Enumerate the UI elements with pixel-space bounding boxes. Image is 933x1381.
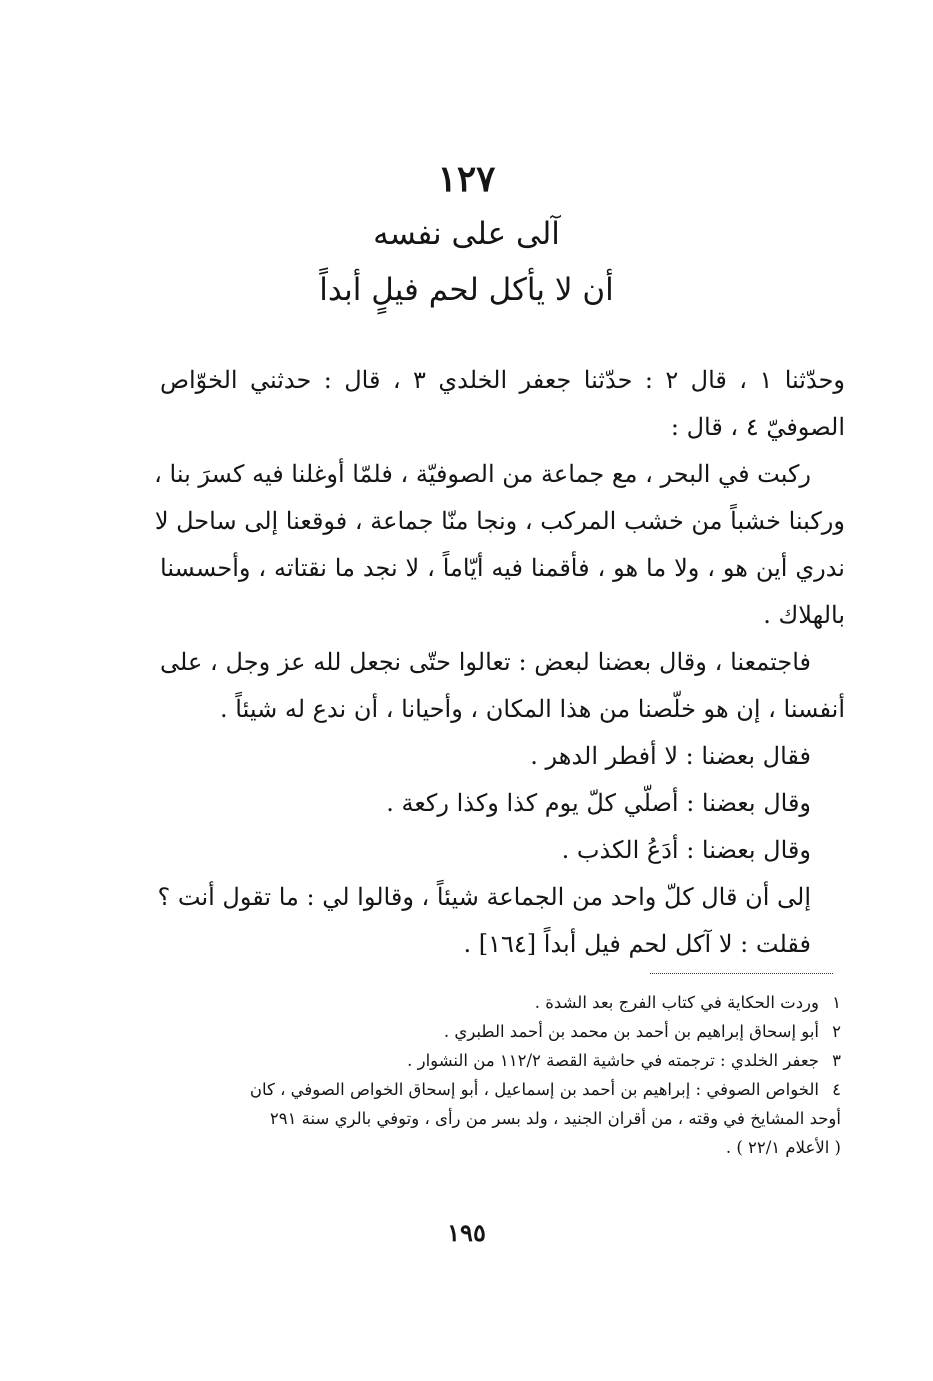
footnote-separator xyxy=(650,973,833,974)
body-line: وحدّثنا ١ ، قال ٢ : حدّثنا جعفر الخلدي ٣ ، قال : حدثني الخوّاص xyxy=(160,366,845,394)
footnote-number: ٢ xyxy=(832,1022,841,1041)
page-number: ١٩٥ xyxy=(447,1218,486,1247)
body-line: ندري أين هو ، ولا ما هو ، فأقمنا فيه أيّاماً ، لا نجد ما نقتاته ، وأحسسنا xyxy=(160,554,845,582)
footnote-text: جعفر الخلدي : ترجمته في حاشية القصة ١١٢/٢ من النشوار . xyxy=(407,1051,819,1070)
body-line: فقلت : لا آكل لحم فيل أبداً [١٦٤] . xyxy=(463,930,811,958)
body-line: فقال بعضنا : لا أفطر الدهر . xyxy=(530,742,811,770)
story-title-line-1: آلى على نفسه xyxy=(373,216,560,252)
footnote-text: الخواص الصوفي : إبراهيم بن أحمد بن إسماعيل ، أبو إسحاق الخواص الصوفي ، كان xyxy=(249,1080,819,1099)
footnote xyxy=(158,988,841,1017)
footnote xyxy=(158,1075,841,1104)
body-line: وقال بعضنا : أصلّي كلّ يوم كذا وكذا ركعة . xyxy=(386,789,811,817)
footnote xyxy=(158,1046,841,1075)
footnote-text: أبو إسحاق إبراهيم بن أحمد بن محمد بن أحمد الطبري . xyxy=(443,1022,819,1041)
footnote-number: ٣ xyxy=(832,1051,841,1070)
story-number: ١٢٧ xyxy=(437,158,496,200)
story-title-line-2: أن لا يأكل لحم فيلٍ أبداً xyxy=(319,272,614,308)
footnote-continuation: أوحد المشايخ في وقته ، من أقران الجنيد ، ولد بسر من رأى ، وتوفي بالري سنة ٢٩١ xyxy=(269,1109,841,1128)
footnote xyxy=(158,1017,841,1046)
body-line: وركبنا خشباً من خشب المركب ، ونجا منّا جماعة ، فوقعنا إلى ساحل لا xyxy=(154,507,845,535)
story-body xyxy=(154,357,845,968)
body-line: وقال بعضنا : أدَعُ الكذب . xyxy=(561,836,811,864)
footnote-number: ٤ xyxy=(832,1080,841,1099)
footnote-continuation: ( الأعلام ٢٢/١ ) . xyxy=(725,1138,841,1157)
footnotes xyxy=(158,988,841,1162)
body-line: الصوفيّ ٤ ، قال : xyxy=(670,413,845,441)
footnote-text: وردت الحكاية في كتاب الفرج بعد الشدة . xyxy=(534,993,819,1012)
body-line: إلى أن قال كلّ واحد من الجماعة شيئاً ، وقالوا لي : ما تقول أنت ؟ xyxy=(157,883,811,911)
body-line: ركبت في البحر ، مع جماعة من الصوفيّة ، فلمّا أوغلنا فيه كسرَ بنا ، xyxy=(154,460,811,488)
body-line: بالهلاك . xyxy=(763,601,845,629)
body-line: فاجتمعنا ، وقال بعضنا لبعض : تعالوا حتّى نجعل لله عز وجل ، على xyxy=(160,648,811,676)
footnote-number: ١ xyxy=(832,993,841,1012)
body-line: أنفسنا ، إن هو خلّصنا من هذا المكان ، وأحيانا ، أن ندع له شيئاً . xyxy=(220,695,845,723)
